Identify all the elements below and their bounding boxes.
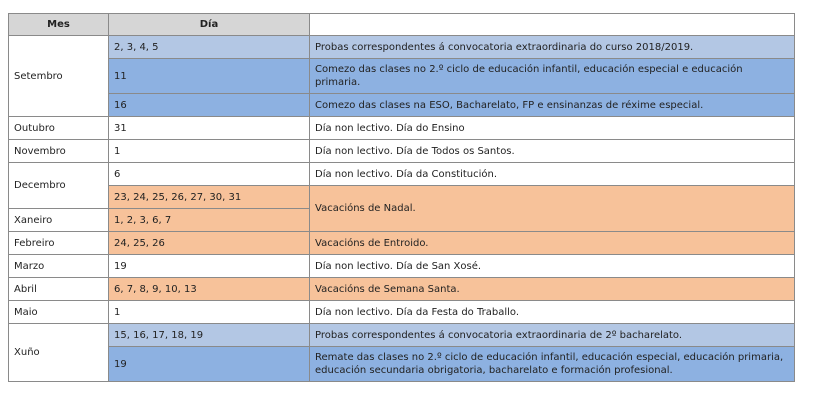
table-row [9,59,795,94]
table-row [9,117,795,140]
description-cell: Vacacións de Entroido. [310,232,795,255]
days-cell: 6 [109,163,310,186]
month-cell: Xuño [9,324,109,382]
header-description [310,14,795,36]
description-cell: Día non lectivo. Día do Ensino [310,117,795,140]
description-cell: Día non lectivo. Día de San Xosé. [310,255,795,278]
days-cell: 6, 7, 8, 9, 10, 13 [109,278,310,301]
description-cell: Día non lectivo. Día da Constitución. [310,163,795,186]
table-row [9,347,795,382]
table-row [9,301,795,324]
table-row [9,232,795,255]
month-cell: Decembro [9,163,109,209]
days-cell: 11 [109,59,310,94]
days-cell: 1, 2, 3, 6, 7 [109,209,310,232]
header-mes: Mes [9,14,109,36]
month-cell: Outubro [9,117,109,140]
header-dia: Día [109,14,310,36]
description-cell: Vacacións de Nadal. [310,186,795,232]
table-header-row [9,14,795,36]
month-cell: Maio [9,301,109,324]
description-cell: Comezo das clases no 2.º ciclo de educación infantil, educación especial e educación primaria. [310,59,795,94]
month-cell: Xaneiro [9,209,109,232]
days-cell: 19 [109,255,310,278]
month-cell: Novembro [9,140,109,163]
days-cell: 15, 16, 17, 18, 19 [109,324,310,347]
description-cell: Comezo das clases na ESO, Bacharelato, FP e ensinanzas de réxime especial. [310,94,795,117]
days-cell: 1 [109,140,310,163]
description-cell: Día non lectivo. Día de Todos os Santos. [310,140,795,163]
month-cell: Setembro [9,36,109,117]
month-cell: Febreiro [9,232,109,255]
table-row [9,324,795,347]
table-row [9,94,795,117]
days-cell: 2, 3, 4, 5 [109,36,310,59]
month-cell: Marzo [9,255,109,278]
description-cell: Vacacións de Semana Santa. [310,278,795,301]
table-row [9,255,795,278]
description-cell: Probas correspondentes á convocatoria extraordinaria de 2º bacharelato. [310,324,795,347]
days-cell: 19 [109,347,310,382]
description-cell: Día non lectivo. Día da Festa do Traballo. [310,301,795,324]
table-row [9,278,795,301]
days-cell: 1 [109,301,310,324]
days-cell: 23, 24, 25, 26, 27, 30, 31 [109,186,310,209]
table-row [9,36,795,59]
school-calendar-table [8,13,795,382]
description-cell: Remate das clases no 2.º ciclo de educación infantil, educación especial, educación primaria, educación secundaria obrigatoria, bacharelato e formación profesional. [310,347,795,382]
table-row [9,140,795,163]
days-cell: 16 [109,94,310,117]
days-cell: 31 [109,117,310,140]
days-cell: 24, 25, 26 [109,232,310,255]
month-cell: Abril [9,278,109,301]
description-cell: Probas correspondentes á convocatoria extraordinaria do curso 2018/2019. [310,36,795,59]
table-row [9,163,795,186]
table-row [9,186,795,209]
